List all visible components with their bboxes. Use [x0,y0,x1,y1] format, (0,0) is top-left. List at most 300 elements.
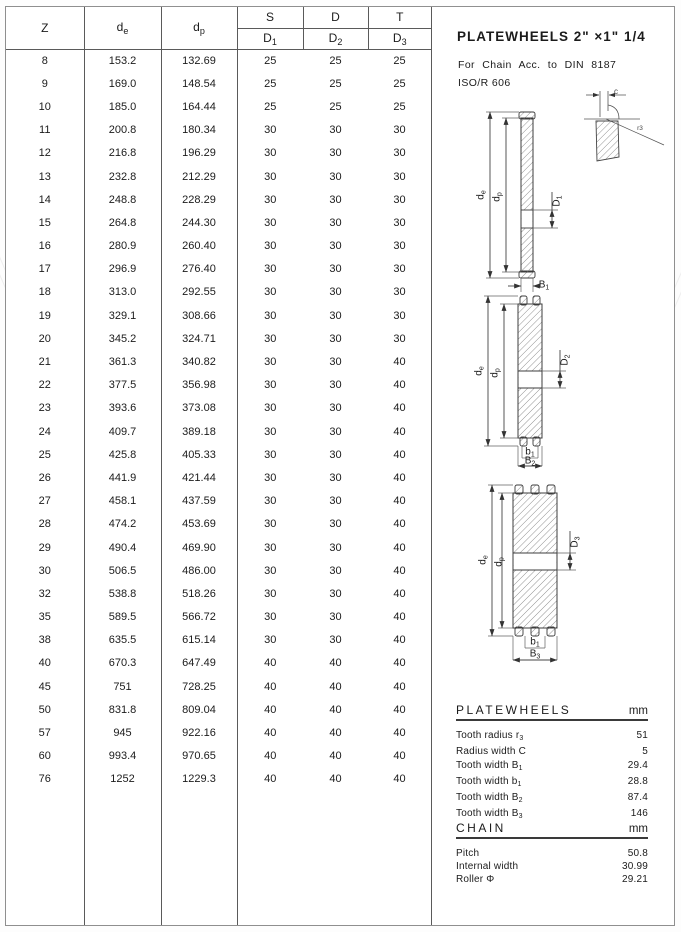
table-filler-row [6,791,431,925]
table-cell: 30 [237,443,303,466]
table-header [6,7,431,49]
table-cell: 30 [237,629,303,652]
page-title: PLATEWHEELS 2" ×1" 1/4 [457,29,646,44]
table-cell: 30 [237,258,303,281]
table-row [6,350,431,373]
table-cell: 25 [329,100,342,113]
table-row [6,258,431,281]
platewheels-spec-rows [456,729,648,824]
table-cell: 647.49 [161,652,237,675]
table-cell: 23 [38,402,51,415]
table-cell: 292.55 [161,281,237,304]
table-cell: 30 [237,582,303,605]
table-cell: 232.8 [84,165,161,188]
spec-value: 87.4 [627,792,648,804]
table-filler-cell [237,791,303,925]
table-cell: 506.5 [84,559,161,582]
col-header-d2: $D_2$ [303,28,368,49]
table-cell: 30 [237,235,303,258]
table-cell: 40 [393,773,406,786]
table-cell: 30 [329,286,342,299]
table-cell: 9 [41,77,48,90]
table-cell: 30 [329,309,342,322]
table-cell: 244.30 [161,211,237,234]
table-cell: 40 [237,768,303,791]
table-cell: 30 [393,193,406,206]
table-cell: 25 [329,77,342,90]
table-cell: 27 [38,495,51,508]
table-cell: 40 [393,356,406,369]
info-panel [432,7,674,925]
table-cell: 30 [38,564,51,577]
table-cell: 40 [329,727,342,740]
table-cell: 15 [38,216,51,229]
table-filler-cell [303,791,368,925]
table-cell: 945 [84,721,161,744]
table-cell: 40 [237,675,303,698]
table-cell: 50 [38,703,51,716]
table-cell: 393.6 [84,397,161,420]
table-cell: 486.00 [161,559,237,582]
bore-d1-label: $D_1$ [551,195,564,207]
spec-row [456,873,648,886]
table-row [6,513,431,536]
table-cell: 345.2 [84,327,161,350]
table-cell: 831.8 [84,698,161,721]
table-cell: 264.8 [84,211,161,234]
table-cell: 589.5 [84,606,161,629]
table-cell: 361.3 [84,350,161,373]
table-cell: 441.9 [84,466,161,489]
spec-row [456,791,648,807]
chamfer-width-label: c [614,87,618,96]
dp-label: $d_p$ [491,192,504,202]
table-cell: 40 [237,652,303,675]
iso-standard-line: ISO/R 606 [458,77,511,89]
table-row [6,721,431,744]
table-cell: 30 [237,606,303,629]
table-row [6,188,431,211]
spec-label-subscript: 1 [517,780,522,788]
width-b1-label: $b_1$ [530,636,540,649]
table-cell: 30 [329,379,342,392]
table-filler-cell [161,791,237,925]
table-cell: 30 [393,286,406,299]
table-cell: 373.08 [161,397,237,420]
table-cell: 32 [38,587,51,600]
table-row [6,675,431,698]
spec-label-subscript: 2 [518,797,523,805]
platewheels-spec-table [456,703,648,824]
table-cell: 40 [393,727,406,740]
table-row [6,211,431,234]
spec-label-subscript: 3 [519,735,524,742]
col-header-de: $d_e$ [84,7,161,49]
table-cell: 40 [329,750,342,763]
table-cell: 40 [393,379,406,392]
table-cell: 248.8 [84,188,161,211]
table-cell: 469.90 [161,536,237,559]
table-cell: 148.54 [161,72,237,95]
de-label: $d_e$ [477,555,490,565]
chain-spec-rows [456,847,648,886]
spec-row [456,745,648,758]
table-cell: 45 [38,680,51,693]
table-cell: 566.72 [161,606,237,629]
table-cell: 40 [393,541,406,554]
de-label: $d_e$ [473,366,486,376]
table-cell: 185.0 [84,95,161,118]
table-row [6,443,431,466]
spec-label: Internal width [456,861,519,872]
table-row [6,397,431,420]
dp-label: $d_p$ [493,557,506,567]
table-cell: 228.29 [161,188,237,211]
table-cell: 30 [237,397,303,420]
table-cell: 922.16 [161,721,237,744]
table-cell: 1252 [84,768,161,791]
table-cell: 8 [41,54,48,67]
table-cell: 40 [393,657,406,670]
table-cell: 30 [329,425,342,438]
table-cell: 40 [38,657,51,670]
table-cell: 40 [393,750,406,763]
dp-label: $d_p$ [489,368,502,378]
table-cell: 35 [38,611,51,624]
table-cell: 40 [393,611,406,624]
spec-value: 51 [636,730,648,741]
table-cell: 40 [393,402,406,415]
table-cell: 389.18 [161,420,237,443]
table-cell: 40 [329,657,342,670]
table-cell: 728.25 [161,675,237,698]
col-header-d1: $D_1$ [237,28,303,49]
table-cell: 13 [38,170,51,183]
table-cell: 40 [393,703,406,716]
table-cell: 20 [38,332,51,345]
spec-label-subscript: 3 [518,813,523,821]
table-cell: 490.4 [84,536,161,559]
de-label: $d_e$ [475,190,488,200]
spec-label: Radius width C [456,746,527,758]
spec-row [456,759,648,775]
table-cell: 313.0 [84,281,161,304]
table-row [6,606,431,629]
table-cell: 474.2 [84,513,161,536]
table-cell: 30 [329,448,342,461]
table-row [6,420,431,443]
table-cell: 40 [393,587,406,600]
table-cell: 458.1 [84,490,161,513]
table-cell: 40 [237,721,303,744]
table-cell: 329.1 [84,304,161,327]
table-cell: 17 [38,263,51,276]
bore-d2-label: $D_2$ [559,354,572,366]
table-row [6,582,431,605]
table-cell: 405.33 [161,443,237,466]
table-row [6,490,431,513]
table-cell: 30 [237,142,303,165]
table-cell: 260.40 [161,235,237,258]
col-header-s: S [237,7,303,28]
table-cell: 30 [329,193,342,206]
table-cell: 30 [329,611,342,624]
table-cell: 19 [38,309,51,322]
table-row [6,142,431,165]
table-cell: 30 [393,147,406,160]
table-cell: 10 [38,100,51,113]
spec-label: Tooth width $B_3$ [456,808,523,821]
table-cell: 30 [329,332,342,345]
table-cell: 30 [393,332,406,345]
chain-spec-unit: mm [628,823,648,835]
table-cell: 25 [393,54,406,67]
table-cell: 30 [329,170,342,183]
table-cell: 40 [393,495,406,508]
spec-label: Tooth width $b_1$ [456,775,522,788]
spec-label: Tooth width $B_2$ [456,792,523,805]
table-cell: 30 [237,188,303,211]
table-cell: 40 [393,634,406,647]
table-cell: 25 [329,54,342,67]
col-header-t: T [368,7,431,28]
page-frame [5,6,675,926]
table-cell: 30 [237,304,303,327]
table-cell: 377.5 [84,374,161,397]
col-header-z: Z [6,7,84,49]
spec-value: 5 [642,746,648,758]
table-cell: 635.5 [84,629,161,652]
table-row [6,559,431,582]
table-cell: 25 [237,72,303,95]
table-cell: 30 [329,541,342,554]
table-cell: 40 [329,680,342,693]
col-header-d3: $D_3$ [368,28,431,49]
table-cell: 11 [39,124,51,137]
table-cell: 169.0 [84,72,161,95]
table-cell: 30 [237,119,303,142]
table-cell: 40 [393,425,406,438]
table-cell: 30 [237,513,303,536]
table-cell: 164.44 [161,95,237,118]
table-filler-cell [6,791,84,925]
platewheels-spec-unit: mm [628,705,648,717]
table-cell: 30 [237,374,303,397]
table-cell: 30 [329,564,342,577]
spec-row [456,847,648,860]
header-row-1 [6,7,431,28]
table-cell: 40 [393,564,406,577]
table-cell: 30 [329,634,342,647]
table-cell: 30 [329,471,342,484]
table-cell: 30 [237,327,303,350]
table-cell: 25 [237,95,303,118]
spec-value: 50.8 [627,848,648,859]
table-cell: 30 [329,518,342,531]
table-cell: 16 [38,240,51,253]
chain-spec-header [456,821,648,839]
table-cell: 40 [393,518,406,531]
table-cell: 751 [84,675,161,698]
chain-standard-line: For Chain Acc. to DIN 8187 [458,59,617,71]
table-cell: 30 [393,309,406,322]
table-cell: 809.04 [161,698,237,721]
table-cell: 30 [237,281,303,304]
table-cell: 30 [237,536,303,559]
duplex-sprocket-diagram [478,288,613,470]
table-cell: 30 [393,263,406,276]
table-cell: 21 [38,356,51,369]
table-row [6,652,431,675]
chain-spec-table [456,821,648,886]
table-row [6,165,431,188]
table-row [6,698,431,721]
table-cell: 30 [393,124,406,137]
table-cell: 30 [237,165,303,188]
table-row [6,536,431,559]
table-cell: 38 [38,634,51,647]
table-cell: 308.66 [161,304,237,327]
table-cell: 296.9 [84,258,161,281]
table-cell: 76 [38,773,51,786]
table-cell: 26 [38,471,51,484]
bore-d3-label: $D_3$ [569,536,582,548]
spec-value: 28.8 [627,775,648,787]
table-cell: 40 [237,698,303,721]
platewheels-spec-title: PLATEWHEELS [456,703,572,717]
table-cell: 29 [38,541,51,554]
table-cell: 30 [393,240,406,253]
table-cell: 30 [329,495,342,508]
table-cell: 340.82 [161,350,237,373]
table-cell: 40 [393,448,406,461]
spec-label-subscript: 1 [518,764,523,772]
table-row [6,95,431,118]
table-cell: 212.29 [161,165,237,188]
table-row [6,304,431,327]
table-cell: 216.8 [84,142,161,165]
table-filler-cell [368,791,431,925]
table-cell: 25 [393,100,406,113]
table-cell: 153.2 [84,49,161,72]
col-header-dp: $d_p$ [161,7,237,49]
table-cell: 356.98 [161,374,237,397]
dimension-table-region [6,7,432,925]
table-cell: 324.71 [161,327,237,350]
tooth-radius-label: r3 [637,124,643,132]
table-cell: 30 [393,216,406,229]
table-cell: 196.29 [161,142,237,165]
table-cell: 421.44 [161,466,237,489]
platewheels-spec-header [456,703,648,721]
spec-value: 146 [630,808,648,820]
spec-row [456,729,648,745]
table-row [6,768,431,791]
table-row [6,235,431,258]
table-row [6,745,431,768]
table-filler-cell [84,791,161,925]
table-cell: 409.7 [84,420,161,443]
spec-row [456,775,648,791]
spec-label: Tooth width $B_1$ [456,759,523,772]
table-cell: 30 [237,466,303,489]
table-cell: 25 [237,49,303,72]
table-cell: 40 [237,745,303,768]
table-cell: 30 [329,263,342,276]
table-cell: 12 [38,147,51,160]
table-cell: 60 [38,750,51,763]
table-cell: 437.59 [161,490,237,513]
table-cell: 57 [38,727,51,740]
spec-value: 29.4 [627,759,648,771]
table-cell: 30 [329,216,342,229]
table-cell: 1229.3 [161,768,237,791]
table-row [6,281,431,304]
table-cell: 180.34 [161,119,237,142]
table-cell: 30 [237,420,303,443]
table-cell: 30 [329,587,342,600]
table-cell: 453.69 [161,513,237,536]
table-cell: 200.8 [84,119,161,142]
table-cell: 30 [329,402,342,415]
table-cell: 280.9 [84,235,161,258]
table-cell: 30 [237,559,303,582]
table-cell: 40 [329,703,342,716]
table-row [6,629,431,652]
table-cell: 40 [393,471,406,484]
spec-label: Roller Φ [456,874,495,885]
table-cell: 30 [329,356,342,369]
table-cell: 14 [38,193,51,206]
table-cell: 30 [237,211,303,234]
table-row [6,49,431,72]
platewheel-dimension-table [6,7,431,925]
table-body [6,49,431,925]
table-cell: 993.4 [84,745,161,768]
table-cell: 18 [38,286,51,299]
table-cell: 22 [38,379,51,392]
table-cell: 25 [38,448,51,461]
chain-spec-title: CHAIN [456,821,506,835]
spec-value: 29.21 [621,874,648,885]
table-cell: 30 [237,490,303,513]
table-cell: 670.3 [84,652,161,675]
table-row [6,327,431,350]
table-cell: 25 [393,77,406,90]
width-b1-label: $B_1$ [538,279,550,292]
table-cell: 24 [38,425,51,438]
table-cell: 538.8 [84,582,161,605]
table-cell: 40 [329,773,342,786]
table-cell: 615.14 [161,629,237,652]
spec-label: Pitch [456,848,480,859]
table-cell: 30 [329,240,342,253]
spec-value: 30.99 [621,861,648,872]
table-cell: 132.69 [161,49,237,72]
table-cell: 28 [38,518,51,531]
width-b2-label: $B_2$ [524,455,536,468]
table-cell: 40 [393,680,406,693]
col-header-d: D [303,7,368,28]
table-row [6,119,431,142]
table-cell: 30 [393,170,406,183]
table-row [6,374,431,397]
table-cell: 30 [329,124,342,137]
width-b1-label: $b_1$ [525,446,535,459]
table-cell: 30 [329,147,342,160]
table-row [6,72,431,95]
table-row [6,466,431,489]
